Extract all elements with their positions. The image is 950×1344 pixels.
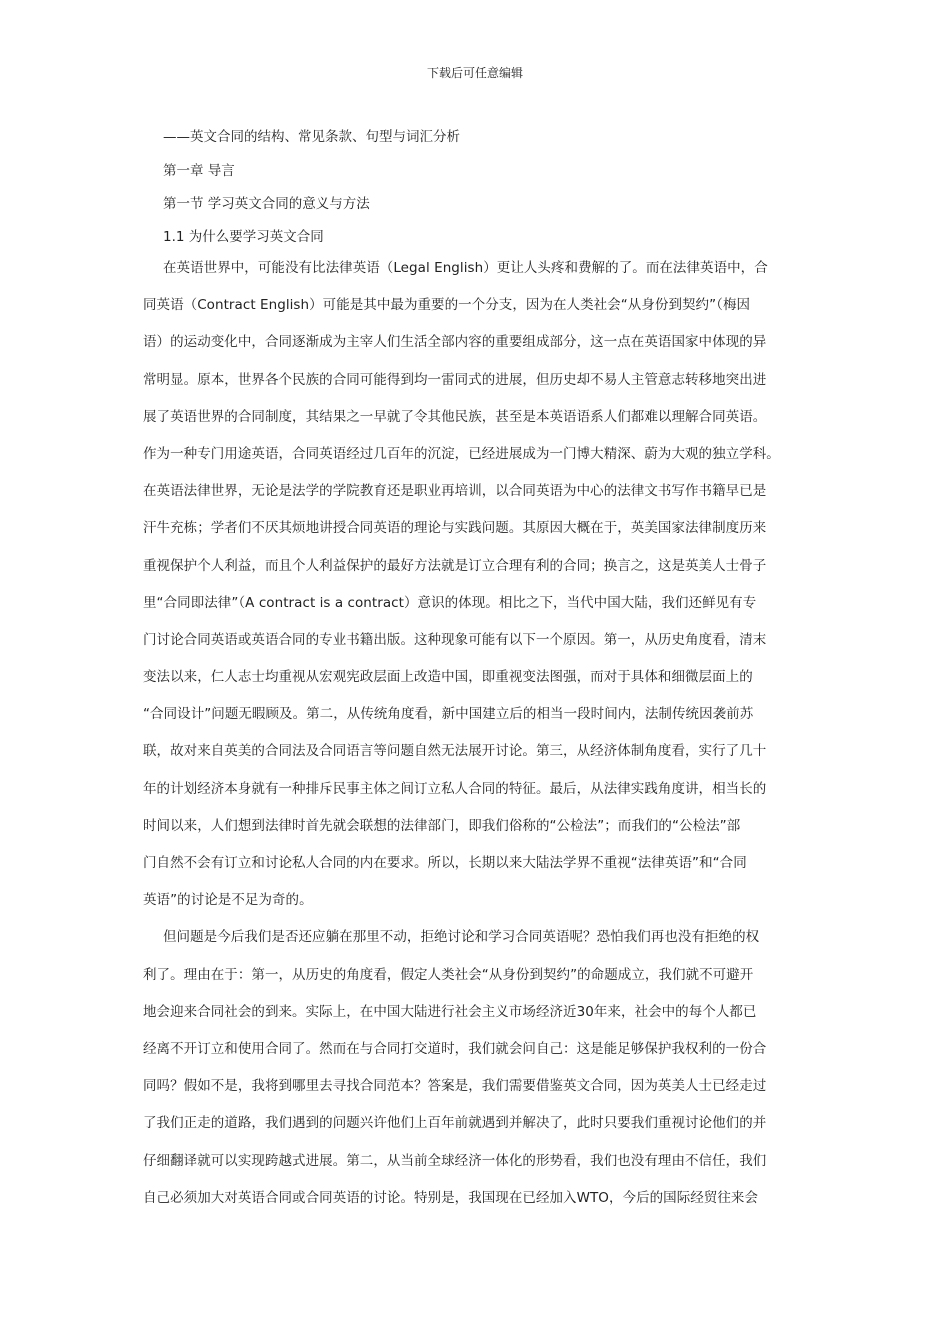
- text-line: 地会迎来合同社会的到来。实际上，在中国大陆进行社会主义市场经济近30年来，社会中的每个人都已: [143, 1003, 757, 1020]
- text-line: 联，故对来自英美的合同法及合同语言等问题自然无法展开讨论。第三，从经济体制角度看，实行了几十: [143, 743, 767, 760]
- document-subtitle: ——英文合同的结构、常见条款、句型与词汇分析: [163, 129, 460, 145]
- text-line: 门自然不会有订立和讨论私人合同的内在要求。所以，长期以来大陆法学界不重视“法律英语”和“合同: [143, 855, 747, 871]
- chapter-heading: 第一章 导言: [163, 163, 235, 179]
- text-line: 在英语世界中，可能没有比法律英语（Legal English）更让人头疼和费解的了。而在法律英语中，合: [163, 260, 768, 276]
- text-line: 经离不开订立和使用合同了。然而在与合同打交道时，我们就会问自己：这是能足够保护我权利的一份合: [143, 1040, 767, 1057]
- text-line: 汗牛充栋；学者们不厌其烦地讲授合同英语的理论与实践问题。其原因大概在于，英美国家法律制度历来: [143, 520, 767, 537]
- text-line: 重视保护个人利益，而且个人利益保护的最好方法就是订立合理有利的合同；换言之，这是英美人士骨子: [143, 557, 767, 574]
- text-line: 展了英语世界的合同制度，其结果之一早就了令其他民族，甚至是本英语语系人们都难以理解合同英语。: [143, 408, 767, 425]
- text-line: 仔细翻译就可以实现跨越式进展。第二，从当前全球经济一体化的形势看，我们也没有理由不信任，我们: [143, 1152, 767, 1169]
- text-line: 语）的运动变化中，合同逐渐成为主宰人们生活全部内容的重要组成部分，这一点在英语国家中体现的异: [143, 334, 767, 351]
- text-line: 但问题是今后我们是否还应躺在那里不动，拒绝讨论和学习合同英语呢？恐怕我们再也没有拒绝的权: [163, 929, 760, 946]
- text-line: 年的计划经济本身就有一种排斥民事主体之间订立私人合同的特征。最后，从法律实践角度讲，相当长的: [143, 780, 767, 797]
- text-line: 自己必须加大对英语合同或合同英语的讨论。特别是，我国现在已经加入WTO，今后的国际经贸往来会: [143, 1189, 759, 1206]
- text-line: “合同设计”问题无暇顾及。第二，从传统角度看，新中国建立后的相当一段时间内，法制传统因袭前苏: [143, 706, 754, 723]
- text-line: 里“合同即法律”（A contract is a contract）意识的体现。相比之下，当代中国大陆，我们还鲜见有专: [143, 594, 757, 611]
- text-line: 时间以来，人们想到法律时首先就会联想的法律部门，即我们俗称的“公检法”；而我们的“公检法”部: [143, 817, 741, 834]
- text-line: 利了。理由在于：第一，从历史的角度看，假定人类社会“从身份到契约”的命题成立，我们就不可避开: [143, 966, 754, 983]
- section-heading: 第一节 学习英文合同的意义与方法: [163, 196, 370, 212]
- text-line: 门讨论合同英语或英语合同的专业书籍出版。这种现象可能有以下一个原因。第一，从历史角度看，清末: [143, 631, 767, 648]
- text-line: 变法以来，仁人志士均重视从宏观宪政层面上改造中国，即重视变法图强，而对于具体和细微层面上的: [143, 669, 753, 686]
- text-line: 了我们正走的道路，我们遇到的问题兴许他们上百年前就遇到并解决了，此时只要我们重视讨论他们的并: [143, 1115, 767, 1132]
- text-line: 同英语（Contract English）可能是其中最为重要的一个分支，因为在人类社会“从身份到契约”（梅因: [143, 297, 751, 314]
- page-header: 下载后可任意编辑: [426, 66, 523, 80]
- text-line: 英语”的讨论是不足为奇的。: [143, 892, 313, 909]
- text-line: 作为一种专门用途英语，合同英语经过几百年的沉淀，已经进展成为一门博大精深、蔚为大观的独立学科。: [143, 445, 780, 462]
- body-text: [143, 256, 823, 1223]
- text-line: 常明显。原本，世界各个民族的合同可能得到均一雷同式的进展，但历史却不易人主管意志转移地突出进: [143, 371, 767, 388]
- text-line: 同吗？假如不是，我将到哪里去寻找合同范本？答案是，我们需要借鉴英文合同，因为英美人士已经走过: [143, 1078, 767, 1095]
- subsection-heading: 1.1 为什么要学习英文合同: [163, 229, 324, 245]
- text-line: 在英语法律世界，无论是法学的学院教育还是职业再培训，以合同英语为中心的法律文书写作书籍早已是: [143, 483, 767, 500]
